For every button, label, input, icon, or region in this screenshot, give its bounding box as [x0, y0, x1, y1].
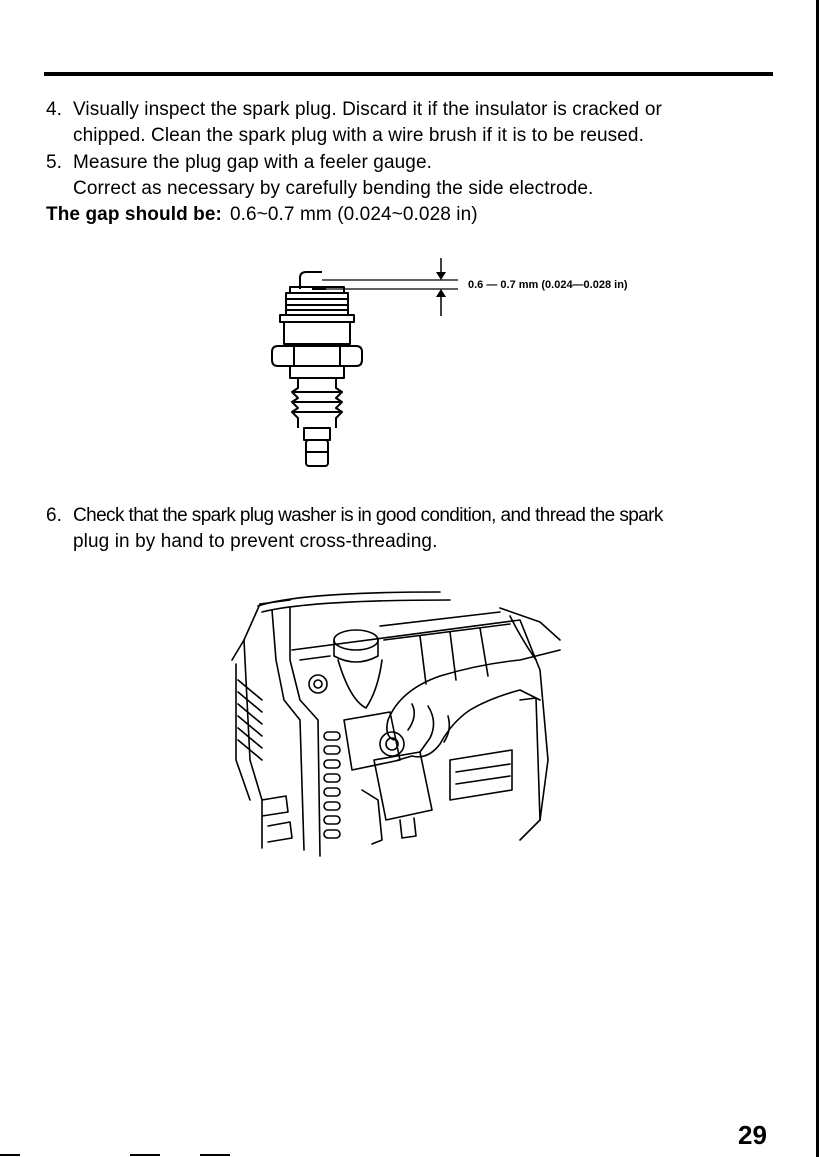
step-5-line-1: Measure the plug gap with a feeler gauge. [73, 152, 433, 173]
gap-spec-label: The gap should be: [46, 204, 222, 225]
page-number: 29 [738, 1120, 767, 1150]
scan-edge-marks [0, 1150, 819, 1157]
step-5-line-2: Correct as necessary by carefully bending the side electrode. [73, 178, 594, 199]
gap-dimension-label: 0.6 — 0.7 mm (0.024—0.028 in) [468, 279, 628, 291]
step-4-number: 4. [46, 99, 63, 120]
gap-spec-value: 0.6~0.7 mm (0.024~0.028 in) [229, 204, 478, 225]
step-6-number: 6. [46, 505, 63, 526]
step-5-number: 5. [46, 152, 63, 173]
step-4-line-1: Visually inspect the spark plug. Discard it if the insulator is cracked or [73, 99, 662, 120]
step-6-line-2: plug in by hand to prevent cross-threading. [73, 531, 438, 552]
step-4-line-2: chipped. Clean the spark plug with a wire brush if it is to be reused. [73, 125, 644, 146]
step-6-line-1: Check that the spark plug washer is in good condition, and thread the spark [73, 505, 663, 526]
